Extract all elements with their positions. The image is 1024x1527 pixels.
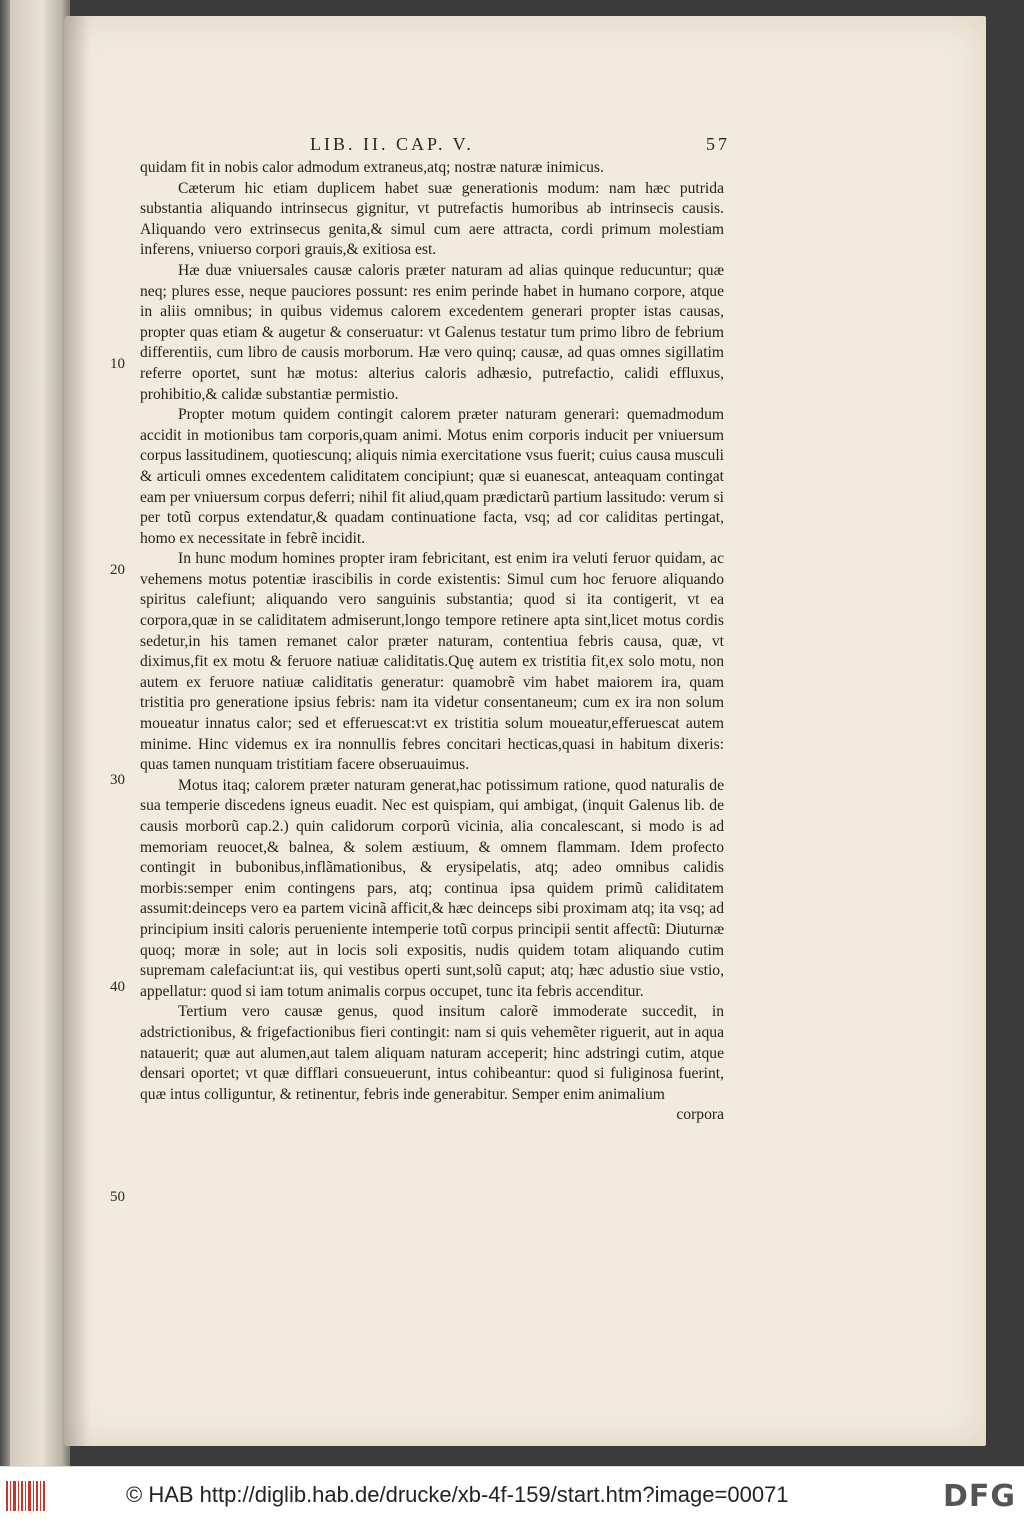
- paragraph-2: Cæterum hic etiam duplicem habet suæ generationis modum: nam hæc putrida substantia aliquando intrinsecus gignitur, vt putrefactis humoribus ab intrinsecis causis. Aliquando vero extrinsecus genita,& simul cum aere attracta, cordi primum molestiam inferens, vniuerso corpori grauis,& exitiosa est.: [140, 179, 724, 259]
- line-number-50: 50: [110, 1189, 125, 1205]
- paragraph-3: Hæ duæ vniuersales causæ caloris præter naturam ad alias quinque reducuntur; quæ neq; plures esse, neque pauciores possunt: res enim perinde habet in humano corpore, atque in aliis omnibus; in quibus videmus calorem excedentem generari propter istas causas, propter quas etiam & augetur & conseruatur: vt Galenus testatur tum primo libro de febrium differentiis, cum libro de causis morborum. Hæ vero quinq; causæ, ad quas omnes sigillatim referre oportet, sunt hæ motus: alterius caloris adhæsio, putrefactio, calidi effluxus, prohibitio,& calidæ substantiæ permistio.: [140, 261, 724, 403]
- line-number-30: 30: [110, 772, 125, 788]
- paragraph-7: Tertium vero causæ genus, quod insitum calorẽ immoderate succedit, in adstrictionibus, & frigefactionibus fieri contingit: nam si quis vehemẽter riguerit, aut in aqua natauerit; quæ aut alumen,aut talem aliquam naturam acceperit; hinc adstringi cutim, atque densari oportet; vt quæ difflari consueuerunt, intus cohibeantur: quod si fuliginosa fuerint, quæ intus colliguntur, & retinentur, febris inde generabitur. Semper enim animalium: [140, 1003, 724, 1103]
- line-number-10: 10: [110, 356, 125, 372]
- book-spine-shadow: [0, 0, 10, 1466]
- page-gutter-shadow: [64, 16, 90, 1446]
- copyright-link[interactable]: © HAB http://diglib.hab.de/drucke/xb-4f-159/start.htm?image=00071: [126, 1482, 789, 1507]
- running-header: [310, 134, 730, 156]
- page-number: 57: [706, 134, 730, 154]
- barcode-icon: [6, 1481, 46, 1511]
- line-number-20: 20: [110, 562, 125, 578]
- line-number-40: 40: [110, 979, 125, 995]
- paragraph-4: Propter motum quidem contingit calorem præter naturam generari: quemadmodum accidit in motionibus tam corporis,quam animi. Motus enim corporis inducit per vniuersum corpus lassitudinem, quotiescunq; aliquis nimia exercitatione vsus fuerit; cuius causa musculi & articuli omnes excedentem caliditatem concipiunt; quæ si euanescat, anteaquam contingat eam per vniuersum corpus deferri; nihil fit aliud,quam prædictarũ partium lassitudo: verum si per totũ corpus extendatur,& quadam continuatione facta, vsq; ad cor caliditas pertingat, homo ex necessitate in febrẽ incidit.: [140, 406, 724, 547]
- dfg-logo: DFG: [942, 1479, 1016, 1514]
- chapter-heading: LIB. II. CAP. V.: [310, 134, 474, 154]
- paragraph-6: Motus itaq; calorem præter naturam generat,hac potissimum ratione, quod naturalis de sua temperie discedens igneus euadit. Nec est quispiam, qui ambigat, (inquit Galenus lib. de causis morborũ cap.2.) quin calidorum corporũ vicinia, alia concalescant, si modo is ad memoriam reuocet,& balnea, & solem æstiuum, & omnem flammam. Idem profecto contingit in bubonibus,inflãmationibus, & erysipelatis, atq; adeo omnibus calidis morbis:semper enim contingens pars, atq; continua ipsa quidem primũ caliditatem assumit:deinceps vero ea partem vicinã afficit,& hæc deinceps sibi proximam atq; ita vsq; ad principium insiti caloris perueniente intemperie totũ corpus principii sentit affectũ: Diuturnæ quoq; moræ in sole; aut in locis soli expositis, nudis quidem totam aliquando cutim supremam calefaciunt:at iis, qui vestibus operti sunt,solũ caput; atq; hæc adustio siue vstio, appellatur: quod si iam totum animalis corpus occupet, tunc ita febris accenditur.: [140, 776, 724, 1000]
- paragraph-5: In hunc modum homines propter iram febricitant, est enim ira veluti feruor quidam, ac vehemens motus potentiæ irascibilis in corde existentis: Simul cum hoc feruore aliquando spiritus calefiunt; aliquando vero sanguinis substantia; quod si ita contigerit, vt ea corpora,quæ in se caliditatem admiserunt,longo tempore retinere apta sint,licet motus cordis sedetur,in his tamen remanet calor præter naturam, contentiua febris causa, quæ, vt diximus,fit ex motu & feruore natiuæ caliditatis.Quę autem ex tristitia fit,ex solo motu, non autem ex feruore natiuæ caliditatis generatur: quamobrẽ vim habet maiorem ira, quam tristitia pro generatione ipsius febris: nam ita videtur consentaneum; cum ex ira non solum moueatur innatus calor; sed et efferuescat:vt ex tristitia solum moueatur,efferuescat autem minime. Hinc videmus ex ira nonnullis febres concitari hecticas,quasi in habitum dixeris: quas tamen nunquam tristitiam facere obseruauimus.: [140, 550, 724, 774]
- catchword: corpora: [676, 1106, 724, 1124]
- body-text: [140, 158, 724, 1126]
- viewer-footer: [0, 1466, 1024, 1527]
- paragraph-1: quidam fit in nobis calor admodum extraneus,atq; nostræ naturæ inimicus.: [140, 159, 604, 176]
- facing-page-edge: [0, 0, 70, 1466]
